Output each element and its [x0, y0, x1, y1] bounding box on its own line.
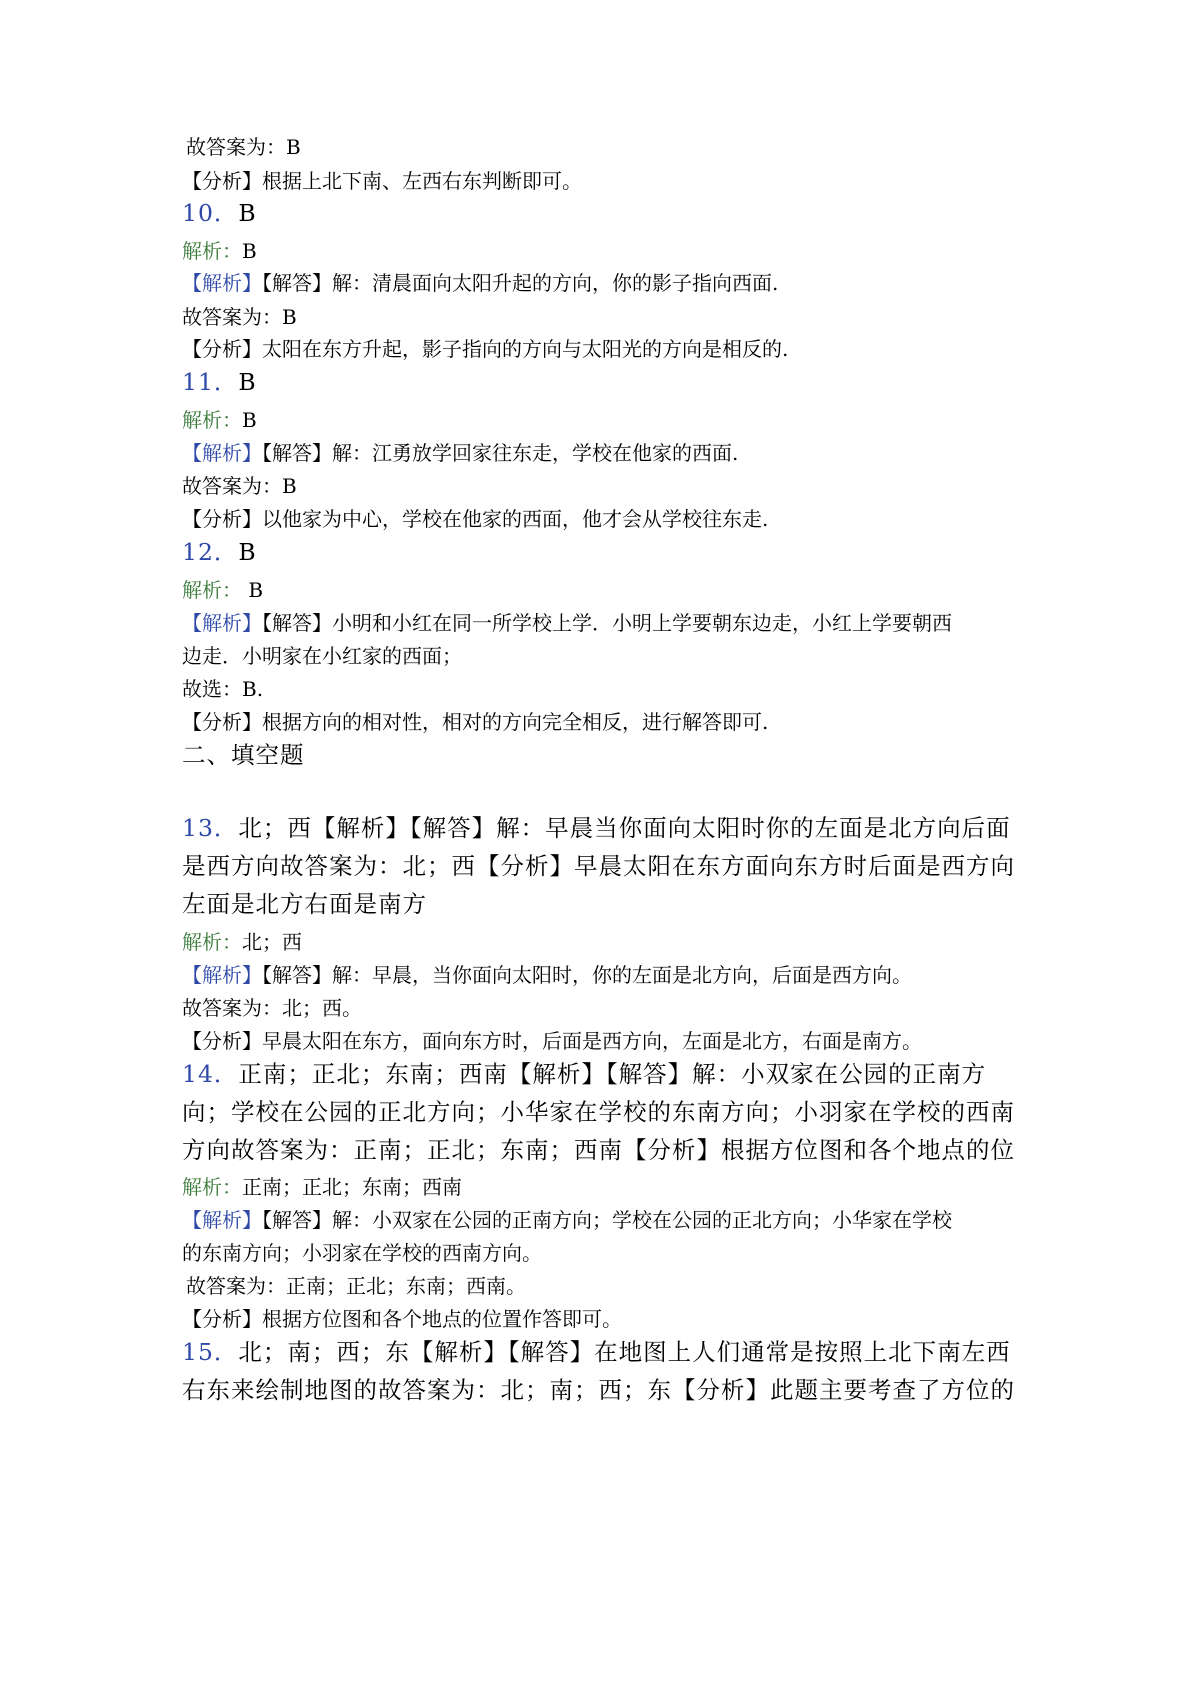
jieda-line	[182, 611, 952, 635]
fenxi-line: 【分析】太阳在东方升起，影子指向的方向与太阳光的方向是相反的.	[182, 337, 789, 361]
jieda-text: 【解答】解：清晨面向太阳升起的方向，你的影子指向西面.	[262, 271, 779, 295]
fenxi-line: 【分析】根据上北下南、左西右东判断即可。	[182, 169, 582, 193]
question-answer: B	[238, 368, 257, 396]
jiexi-label: 解析：	[182, 1175, 242, 1199]
question-15	[182, 1338, 1011, 1366]
jiexi-line	[182, 408, 257, 432]
fenxi-line: 【分析】早晨太阳在东方，面向东方时，后面是西方向，左面是北方，右面是南方。	[182, 1029, 922, 1053]
question-number: 11．	[182, 368, 239, 396]
jiexi-label: 解析：	[182, 578, 242, 602]
jiexi-line	[182, 239, 257, 263]
answer-line: 故选：B.	[182, 677, 264, 701]
jieda-text: 【解答】解：早晨，当你面向太阳时，你的左面是北方向，后面是西方向。	[262, 963, 912, 987]
jieda-line-continued: 的东南方向；小羽家在学校的西南方向。	[182, 1241, 542, 1265]
question-number: 14．	[182, 1060, 239, 1088]
jiexi-tag: 【解析】	[182, 611, 262, 635]
jiexi-tag: 【解析】	[182, 1208, 262, 1232]
fenxi-line: 【分析】根据方位图和各个地点的位置作答即可。	[182, 1307, 622, 1331]
jiexi-tag: 【解析】	[182, 963, 262, 987]
question-text-continued: 向；学校在公园的正北方向；小华家在学校的东南方向；小羽家在学校的西南	[182, 1098, 1015, 1126]
jieda-text: 【解答】解：小双家在公园的正南方向；学校在公园的正北方向；小华家在学校	[262, 1208, 952, 1232]
section-title: 二、填空题	[182, 741, 305, 769]
question-13	[182, 814, 1011, 842]
jiexi-label: 解析：	[182, 408, 242, 432]
question-answer: B	[238, 538, 257, 566]
jiexi-tag: 【解析】	[182, 441, 262, 465]
fenxi-line: 【分析】根据方向的相对性，相对的方向完全相反，进行解答即可.	[182, 710, 769, 734]
question-number: 12．	[182, 538, 239, 566]
jiexi-line	[182, 578, 263, 602]
question-10	[182, 199, 257, 227]
answer-line: 故答案为：B	[186, 135, 301, 159]
jiexi-value: 北；西	[242, 930, 302, 954]
question-text: 北；南；西；东【解析】【解答】在地图上人们通常是按照上北下南左西	[238, 1338, 1011, 1366]
question-12	[182, 538, 257, 566]
jiexi-value: B	[242, 408, 257, 432]
answer-line: 故答案为：B	[182, 305, 297, 329]
answer-line: 故答案为：B	[182, 474, 297, 498]
answer-line: 故答案为：正南；正北；东南；西南。	[186, 1274, 526, 1298]
jieda-line	[182, 1208, 952, 1232]
jieda-text: 【解答】小明和小红在同一所学校上学．小明上学要朝东边走，小红上学要朝西	[262, 611, 952, 635]
question-text: 正南；正北；东南；西南【解析】【解答】解：小双家在公园的正南方	[238, 1060, 987, 1088]
question-text-continued: 是西方向故答案为：北；西【分析】早晨太阳在东方面向东方时后面是西方向	[182, 852, 1015, 880]
jieda-text: 【解答】解：江勇放学回家往东走，学校在他家的西面.	[262, 441, 739, 465]
question-11	[182, 368, 257, 396]
question-text-continued: 右东来绘制地图的故答案为：北；南；西；东【分析】此题主要考查了方位的	[182, 1376, 1015, 1404]
fenxi-line: 【分析】以他家为中心，学校在他家的西面，他才会从学校往东走.	[182, 507, 769, 531]
answer-line: 故答案为：北；西。	[182, 996, 362, 1020]
question-14	[182, 1060, 986, 1088]
jiexi-label: 解析：	[182, 930, 242, 954]
jieda-line	[182, 963, 912, 987]
jiexi-line	[182, 930, 302, 954]
jiexi-value: B	[242, 239, 257, 263]
jiexi-tag: 【解析】	[182, 271, 262, 295]
question-answer: B	[238, 199, 257, 227]
jiexi-value: 正南；正北；东南；西南	[242, 1175, 462, 1199]
question-number: 13．	[182, 814, 239, 842]
question-number: 15．	[182, 1338, 239, 1366]
jieda-line	[182, 271, 778, 295]
question-number: 10．	[182, 199, 239, 227]
jieda-line	[182, 441, 738, 465]
jiexi-value: B	[242, 578, 264, 602]
question-text-continued: 方向故答案为：正南；正北；东南；西南【分析】根据方位图和各个地点的位	[182, 1136, 1015, 1164]
jiexi-line	[182, 1175, 462, 1199]
question-text: 北；西【解析】【解答】解：早晨当你面向太阳时你的左面是北方向后面	[238, 814, 1011, 842]
jieda-line-continued: 边走．小明家在小红家的西面；	[182, 644, 462, 668]
question-text-continued: 左面是北方右面是南方	[182, 890, 427, 918]
jiexi-label: 解析：	[182, 239, 242, 263]
